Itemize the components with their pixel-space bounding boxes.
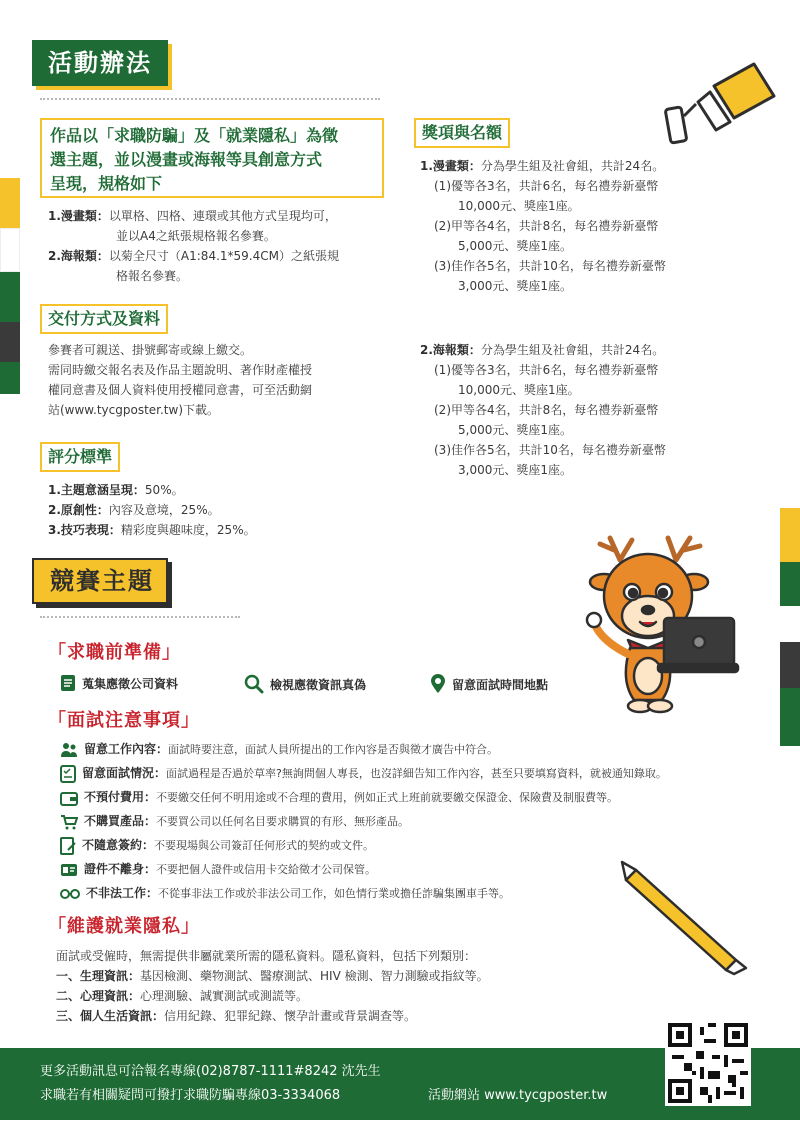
- interview-text: 面試過程是否過於草率?無詢問個人專長，也沒詳細告知工作內容，甚至只要填寫資料，就被通知錄取。: [166, 767, 667, 780]
- wallet-icon: [60, 790, 78, 806]
- interview-label: 證件不離身：: [84, 862, 157, 876]
- awards-poster-head: 分為學生組及社會組，共計24名。: [480, 343, 665, 357]
- award-line: 10,000元、獎座1座。: [458, 383, 580, 397]
- delivery-line: 站(www.tycgposter.tw)下載。: [48, 403, 220, 417]
- delivery-text: [48, 340, 388, 420]
- footer-fraud-line: 求職若有相關疑問可撥打求職防騙專線03-3334068: [40, 1088, 341, 1103]
- privacy-list: [56, 946, 656, 1026]
- privacy-label: 一、生理資訊：: [56, 969, 141, 983]
- interview-label: 不非法工作：: [86, 886, 159, 900]
- score-label: 2.原創性：: [48, 503, 109, 517]
- comic-label: 1.漫畫類：: [48, 209, 109, 223]
- delivery-line: 權同意書及個人資料使用授權同意書，可至活動網: [48, 383, 313, 397]
- interview-text: 不要現場與公司簽訂任何形式的契約或文件。: [154, 839, 375, 852]
- award-line: 10,000元、獎座1座。: [458, 199, 580, 213]
- checklist-icon: [60, 765, 76, 783]
- entry-specs: [48, 206, 388, 286]
- qr-code-icon: [668, 1023, 748, 1103]
- score-value: 內容及意境，25%。: [108, 503, 220, 517]
- interview-item: [60, 764, 667, 783]
- document-icon: [60, 674, 76, 692]
- footer-hotline: 更多活動訊息可洽報名專線(02)8787-1111#8242 沈先生: [40, 1064, 381, 1079]
- award-line: 3,000元、獎座1座。: [458, 463, 572, 477]
- score-label: 1.主題意涵呈現：: [48, 483, 145, 497]
- privacy-text: 信用紀錄、犯罪紀錄、懷孕計畫或背景調查等。: [164, 1009, 417, 1023]
- contract-icon: [60, 837, 76, 855]
- topic-banner: 競賽主題: [32, 558, 168, 604]
- privacy-label: 二、心理資訊：: [56, 989, 141, 1003]
- interview-item: [60, 836, 374, 855]
- id-card-icon: [60, 863, 78, 877]
- delivery-title: 交付方式及資料: [40, 304, 168, 334]
- award-line: (2)甲等各4名，共計8名，每名禮券新臺幣: [434, 403, 659, 417]
- award-line: (3)佳作各5名，共計10名，每名禮券新臺幣: [434, 443, 666, 457]
- deer-mascot-icon: [580, 530, 750, 720]
- interview-title: 「面試注意事項」: [48, 710, 200, 731]
- award-line: (1)優等各3名，共計6名，每名禮券新臺幣: [434, 179, 659, 193]
- entry-intro-line: 作品以「求職防騙」及「就業隱私」為徵: [50, 126, 339, 145]
- magnifier-icon: [244, 674, 264, 694]
- prep-item-label: 蒐集應徵公司資料: [82, 676, 179, 691]
- location-pin-icon: [430, 674, 446, 694]
- cart-icon: [60, 814, 78, 830]
- award-line: (2)甲等各4名，共計8名，每名禮券新臺幣: [434, 219, 659, 233]
- qr-code[interactable]: [665, 1020, 751, 1106]
- awards-title: 獎項與名額: [414, 118, 510, 148]
- handcuffs-icon: [60, 888, 80, 900]
- interview-label: 不購買產品：: [84, 814, 157, 828]
- score-label: 3.技巧表現：: [48, 523, 121, 537]
- comic-text: 以單格、四格、連環或其他方式呈現均可，: [108, 209, 337, 223]
- people-icon: [60, 742, 78, 758]
- award-line: 3,000元、獎座1座。: [458, 279, 572, 293]
- prep-item: [60, 674, 178, 692]
- score-value: 精彩度與趣味度，25%。: [120, 523, 256, 537]
- privacy-intro: 面試或受僱時，無需提供非屬就業所需的隱私資料。隱私資料，包括下列類別：: [56, 949, 477, 963]
- interview-label: 不隨意簽約：: [82, 838, 155, 852]
- score-value: 50%。: [144, 483, 184, 497]
- paint-tube-icon: [654, 56, 784, 146]
- interview-item: [60, 740, 498, 759]
- interview-label: 不預付費用：: [84, 790, 157, 804]
- privacy-text: 基因檢測、藥物測試、醫療測試、HIV 檢測、智力測驗或指紋等。: [140, 969, 489, 983]
- delivery-line: 需同時繳交報名表及作品主題說明、著作財產權授: [48, 363, 313, 377]
- method-banner: 活動辦法: [32, 40, 168, 86]
- prep-item: [244, 674, 366, 694]
- poster-label: 2.海報類：: [48, 249, 109, 263]
- interview-text: 不要把個人證件或信用卡交給徵才公司保管。: [156, 863, 377, 876]
- privacy-text: 心理測驗、誠實測試或測謊等。: [140, 989, 309, 1003]
- awards-comic: [420, 156, 770, 296]
- scoring-title: 評分標準: [40, 442, 120, 472]
- award-line: (1)優等各3名，共計6名，每名禮券新臺幣: [434, 363, 659, 377]
- prep-item: [430, 674, 548, 694]
- footer-site[interactable]: 活動網站 www.tycgposter.tw: [428, 1088, 608, 1103]
- divider: [40, 98, 380, 100]
- scoring-list: [48, 480, 388, 540]
- award-line: 5,000元、獎座1座。: [458, 423, 572, 437]
- prep-item-label: 檢視應徵資訊真偽: [270, 677, 367, 692]
- poster-text-2: 格報名參賽。: [116, 269, 189, 283]
- entry-intro-line: 呈現，規格如下: [50, 174, 163, 193]
- delivery-line: 參賽者可親送、掛號郵寄或線上繳交。: [48, 343, 253, 357]
- award-line: 5,000元、獎座1座。: [458, 239, 572, 253]
- interview-text: 面試時要注意，面試人員所提出的工作內容是否與徵才廣告中符合。: [168, 743, 499, 756]
- comic-text-2: 並以A4之紙張規格報名參賽。: [116, 229, 276, 243]
- interview-text: 不要繳交任何不明用途或不合理的費用，例如正式上班前就要繳交保證金、保險費及制服費等。: [156, 791, 619, 804]
- interview-text: 不從事非法工作或於非法公司工作，如色情行業或擔任詐騙集團車手等。: [158, 887, 511, 900]
- interview-text: 不要買公司以任何名目要求購買的有形、無形產品。: [156, 815, 410, 828]
- interview-item: [60, 860, 376, 879]
- entry-intro-box: [40, 118, 384, 198]
- interview-label: 留意面試情況：: [82, 766, 167, 780]
- awards-poster-label: 2.海報類：: [420, 343, 481, 357]
- award-line: (3)佳作各5名，共計10名，每名禮券新臺幣: [434, 259, 666, 273]
- prep-title: 「求職前準備」: [48, 642, 181, 663]
- divider: [40, 616, 240, 618]
- awards-comic-label: 1.漫畫類：: [420, 159, 481, 173]
- privacy-title: 「維護就業隱私」: [48, 916, 200, 937]
- awards-poster: [420, 340, 770, 480]
- poster-text: 以菊全尺寸（A1:84.1*59.4CM）之紙張規: [108, 249, 339, 263]
- awards-comic-head: 分為學生組及社會組，共計24名。: [480, 159, 665, 173]
- entry-intro-line: 選主題，並以漫畫或海報等具創意方式: [50, 150, 323, 169]
- prep-item-label: 留意面試時間地點: [452, 677, 549, 692]
- interview-label: 留意工作內容：: [84, 742, 169, 756]
- interview-item: [60, 788, 618, 807]
- interview-item: [60, 812, 409, 831]
- interview-item: [60, 884, 510, 903]
- privacy-label: 三、個人生活資訊：: [56, 1009, 165, 1023]
